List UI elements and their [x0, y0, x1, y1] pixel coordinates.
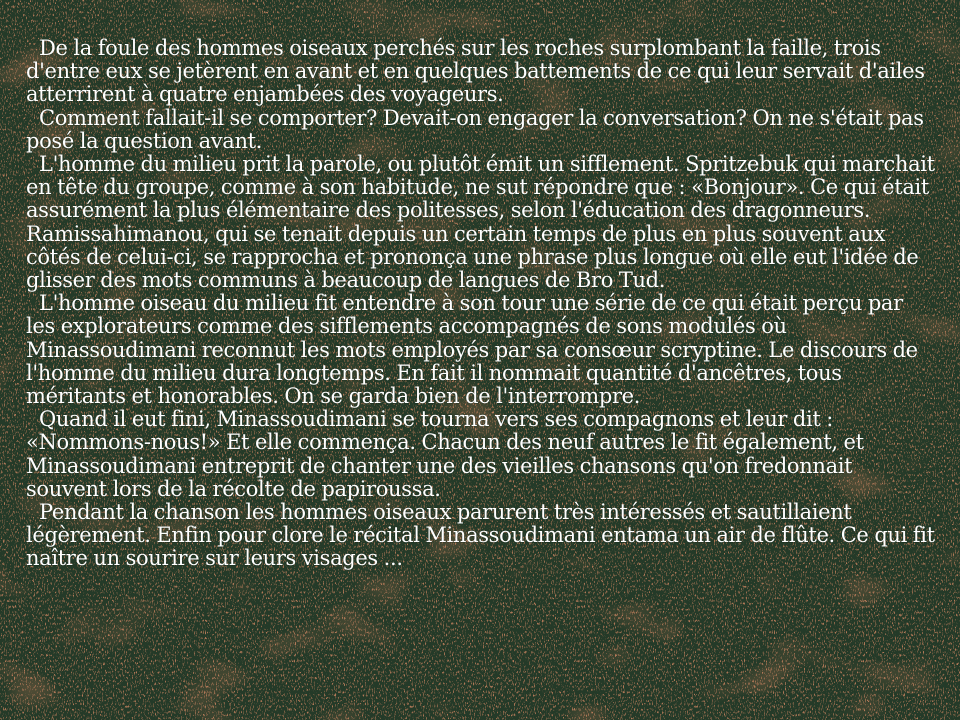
paragraph-3: L'homme du milieu prit la parole, ou plutôt émit un sifflement. Spritzebuk qui marchait en tête du groupe, comme à son habitude, ne sut répondre que : «Bonjour». Ce qui était assurément la plus élémentaire des politesses, selon l'éducation des dragonneurs. Ramissahimanou, qui se tenait depuis un certain temps de plus en plus souvent aux côtés de celui-ci, se rapprocha et prononça une phrase plus longue où elle eut l'idée de glisser des mots communs à beaucoup de langues de Bro Tud.	[26, 152, 935, 293]
paragraph-6: Pendant la chanson les hommes oiseaux parurent très intéressés et sautillaient légèrement. Enfin pour clore le récital Minassoudimani entama un air de flûte. Ce qui fit naître un sourire sur leurs visages ...	[26, 500, 935, 571]
paragraph-4: L'homme oiseau du milieu fit entendre à son tour une série de ce qui était perçu par les explorateurs comme des sifflements accompagnés de sons modulés où Minassoudimani reconnut les mots employés par sa consœur scryptine. Le discours de l'homme du milieu dura longtemps. En fait il nommait quantité d'ancêtres, tous méritants et honorables. On se garda bien de l'interrompre.	[26, 291, 918, 409]
paragraph-1: De la foule des hommes oiseaux perchés sur les roches surplombant la faille, trois d'entre eux se jetèrent en avant et en quelques battements de ce qui leur servait d'ailes atterrirent à quatre enjambées des voyageurs.	[26, 36, 925, 107]
paragraph-5: Quand il eut fini, Minassoudimani se tourna vers ses compagnons et leur dit : «Nommons-nous!» Et elle commença. Chacun des neuf autres le fit également, et Minassoudimani entreprit de chanter une des vieilles chansons qu'on fredonnait souvent lors de la récolte de papiroussa.	[26, 407, 864, 501]
paragraph-2: Comment fallait-il se comporter? Devait-on engager la conversation? On ne s'était pas posé la question avant.	[26, 105, 924, 153]
